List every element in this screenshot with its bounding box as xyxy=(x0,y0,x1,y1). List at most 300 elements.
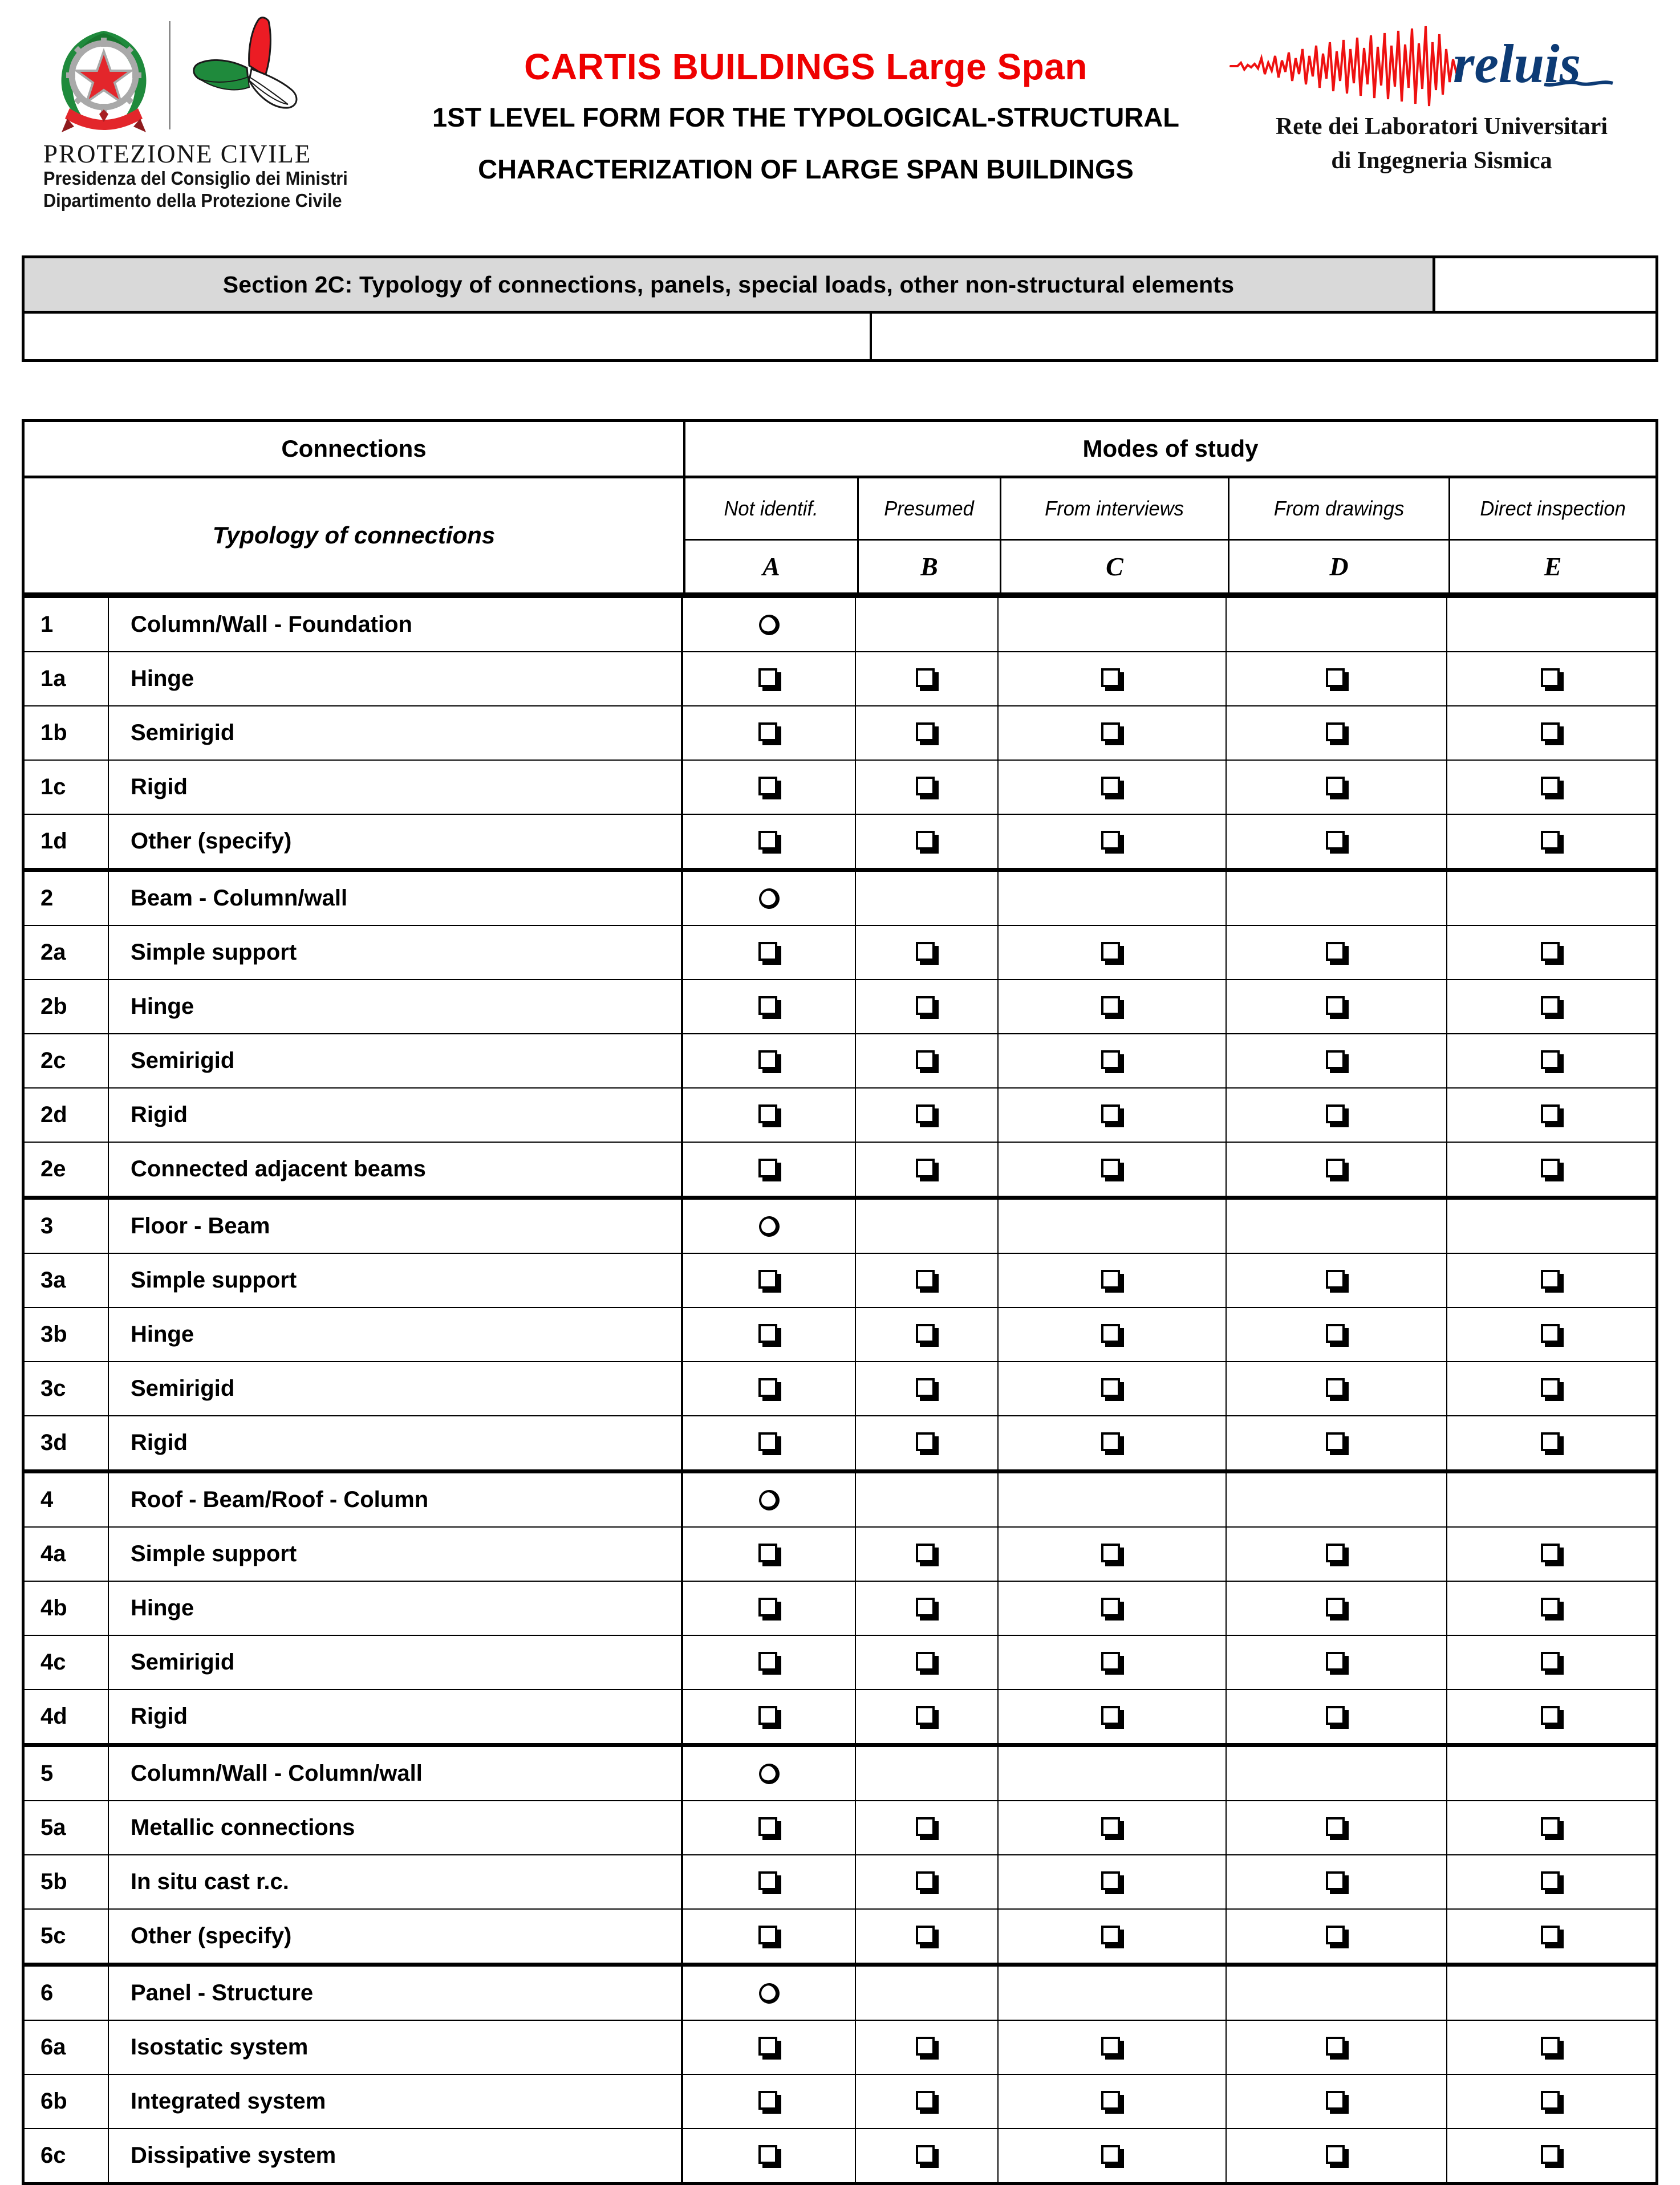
checkbox-icon[interactable] xyxy=(758,1270,777,1289)
checkbox-cell-d[interactable] xyxy=(1225,1034,1446,1087)
checkbox-cell-a[interactable] xyxy=(683,1362,855,1415)
mode-header-a xyxy=(685,478,857,539)
checkbox-icon[interactable] xyxy=(1101,1378,1120,1397)
checkbox-icon[interactable] xyxy=(758,2037,777,2056)
checkbox-icon[interactable] xyxy=(916,2091,935,2110)
checkbox-cell-d[interactable] xyxy=(1225,980,1446,1033)
form-titles xyxy=(387,14,1225,190)
checkbox-cell-e[interactable] xyxy=(1446,1254,1655,1307)
row-label-cell xyxy=(109,926,683,979)
checkbox-icon[interactable] xyxy=(1541,1652,1560,1671)
checkbox-cell-d[interactable] xyxy=(1225,2021,1446,2074)
row-label: Dissipative system xyxy=(131,2143,336,2168)
checkbox-icon[interactable] xyxy=(1101,1926,1120,1944)
checkbox-cell-e[interactable] xyxy=(1446,2129,1655,2182)
row-group-marker-cell[interactable] xyxy=(683,1967,855,2020)
checkbox-icon[interactable] xyxy=(1326,1706,1345,1725)
checkbox-icon[interactable] xyxy=(1101,996,1120,1015)
row-id: 1a xyxy=(40,666,66,691)
checkbox-icon[interactable] xyxy=(758,996,777,1015)
checkbox-icon[interactable] xyxy=(1101,1544,1120,1562)
circle-icon[interactable] xyxy=(756,612,782,637)
checkbox-icon[interactable] xyxy=(1326,2145,1345,2164)
checkbox-cell-e[interactable] xyxy=(1446,1143,1655,1196)
checkbox-icon[interactable] xyxy=(1541,996,1560,1015)
checkbox-icon[interactable] xyxy=(758,1378,777,1397)
checkbox-icon[interactable] xyxy=(758,1104,777,1123)
table-row xyxy=(25,706,1655,761)
checkbox-cell-c[interactable] xyxy=(997,1690,1225,1743)
checkbox-cell-e[interactable] xyxy=(1446,1910,1655,1963)
checkbox-cell-c[interactable] xyxy=(997,706,1225,760)
row-label: Other (specify) xyxy=(131,828,292,854)
checkbox-cell-b[interactable] xyxy=(855,1143,997,1196)
checkbox-icon[interactable] xyxy=(1326,1871,1345,1890)
checkbox-cell-d[interactable] xyxy=(1225,2075,1446,2128)
checkbox-cell-e[interactable] xyxy=(1446,2075,1655,2128)
checkbox-cell-c[interactable] xyxy=(997,1362,1225,1415)
checkbox-icon[interactable] xyxy=(758,2091,777,2110)
checkbox-cell-e[interactable] xyxy=(1446,1308,1655,1361)
checkbox-icon[interactable] xyxy=(1101,1159,1120,1177)
checkbox-cell-e[interactable] xyxy=(1446,1690,1655,1743)
row-group-marker-cell[interactable] xyxy=(683,1200,855,1253)
checkbox-cell-a[interactable] xyxy=(683,1143,855,1196)
mode-header-b xyxy=(857,478,1000,539)
circle-icon[interactable] xyxy=(756,1487,782,1513)
checkbox-icon[interactable] xyxy=(1101,831,1120,850)
checkbox-cell-a[interactable] xyxy=(683,1254,855,1307)
checkbox-cell-e[interactable] xyxy=(1446,761,1655,814)
checkbox-icon[interactable] xyxy=(1101,1324,1120,1343)
checkbox-icon[interactable] xyxy=(1101,1104,1120,1123)
checkbox-icon[interactable] xyxy=(916,2037,935,2056)
checkbox-icon[interactable] xyxy=(1541,1871,1560,1890)
checkbox-icon[interactable] xyxy=(916,1270,935,1289)
row-id-cell xyxy=(25,1636,109,1689)
row-label: Simple support xyxy=(131,1541,297,1566)
row-label: Column/Wall - Foundation xyxy=(131,612,412,637)
checkbox-cell-c[interactable] xyxy=(997,1636,1225,1689)
checkbox-cell-a[interactable] xyxy=(683,1308,855,1361)
checkbox-icon[interactable] xyxy=(1541,1378,1560,1397)
checkbox-cell-a[interactable] xyxy=(683,1528,855,1581)
checkbox-icon[interactable] xyxy=(1326,831,1345,850)
checkbox-cell-c[interactable] xyxy=(997,761,1225,814)
checkbox-icon[interactable] xyxy=(1101,1706,1120,1725)
header-modes-columns xyxy=(685,478,1655,592)
checkbox-cell-e[interactable] xyxy=(1446,815,1655,868)
checkbox-cell-b[interactable] xyxy=(855,761,997,814)
checkbox-cell-c[interactable] xyxy=(997,2075,1225,2128)
checkbox-cell-b[interactable] xyxy=(855,706,997,760)
mode-letter-cell-a xyxy=(685,541,857,592)
row-id: 4d xyxy=(40,1704,67,1729)
checkbox-cell-d[interactable] xyxy=(1225,1089,1446,1142)
checkbox-cell-a[interactable] xyxy=(683,926,855,979)
checkbox-icon[interactable] xyxy=(758,1159,777,1177)
section-code-field[interactable] xyxy=(1435,258,1655,311)
checkbox-cell-a[interactable] xyxy=(683,1416,855,1469)
row-label-cell xyxy=(109,1089,683,1142)
checkbox-icon[interactable] xyxy=(758,1432,777,1451)
row-label: Beam - Column/wall xyxy=(131,886,348,911)
checkbox-cell-b[interactable] xyxy=(855,1801,997,1854)
empty-cell xyxy=(1225,1967,1446,2020)
row-id: 3b xyxy=(40,1322,67,1347)
checkbox-cell-a[interactable] xyxy=(683,1582,855,1635)
pc-caption-line3: Dipartimento della Protezione Civile xyxy=(43,190,342,212)
checkbox-cell-d[interactable] xyxy=(1225,1308,1446,1361)
checkbox-icon[interactable] xyxy=(1541,942,1560,961)
row-id: 6a xyxy=(40,2034,66,2060)
checkbox-cell-c[interactable] xyxy=(997,1528,1225,1581)
checkbox-cell-b[interactable] xyxy=(855,1308,997,1361)
checkbox-cell-a[interactable] xyxy=(683,980,855,1033)
checkbox-cell-e[interactable] xyxy=(1446,1636,1655,1689)
checkbox-icon[interactable] xyxy=(1326,1378,1345,1397)
checkbox-cell-c[interactable] xyxy=(997,2021,1225,2074)
section-title-row xyxy=(25,258,1655,314)
checkbox-cell-e[interactable] xyxy=(1446,1855,1655,1908)
checkbox-cell-d[interactable] xyxy=(1225,1416,1446,1469)
svg-text:reluis: reluis xyxy=(1453,33,1581,94)
checkbox-icon[interactable] xyxy=(1326,996,1345,1015)
checkbox-cell-b[interactable] xyxy=(855,1416,997,1469)
checkbox-cell-b[interactable] xyxy=(855,2129,997,2182)
checkbox-cell-b[interactable] xyxy=(855,1254,997,1307)
checkbox-cell-d[interactable] xyxy=(1225,1528,1446,1581)
checkbox-cell-e[interactable] xyxy=(1446,1089,1655,1142)
checkbox-cell-a[interactable] xyxy=(683,652,855,705)
checkbox-cell-e[interactable] xyxy=(1446,652,1655,705)
checkbox-icon[interactable] xyxy=(1101,1652,1120,1671)
checkbox-cell-e[interactable] xyxy=(1446,1528,1655,1581)
checkbox-icon[interactable] xyxy=(1326,1104,1345,1123)
checkbox-icon[interactable] xyxy=(1326,1324,1345,1343)
checkbox-icon[interactable] xyxy=(1101,2037,1120,2056)
checkbox-icon[interactable] xyxy=(758,2145,777,2164)
checkbox-icon[interactable] xyxy=(1101,1270,1120,1289)
row-label-cell xyxy=(109,1416,683,1469)
table-row xyxy=(25,1143,1655,1197)
checkbox-icon[interactable] xyxy=(916,942,935,961)
row-group-marker-cell[interactable] xyxy=(683,598,855,651)
checkbox-icon[interactable] xyxy=(1326,1598,1345,1617)
row-label: Simple support xyxy=(131,940,297,965)
checkbox-cell-e[interactable] xyxy=(1446,980,1655,1033)
checkbox-icon[interactable] xyxy=(758,668,777,687)
checkbox-icon[interactable] xyxy=(916,1926,935,1944)
checkbox-cell-c[interactable] xyxy=(997,1143,1225,1196)
row-label-cell xyxy=(109,2129,683,2182)
checkbox-icon[interactable] xyxy=(1541,668,1560,687)
checkbox-cell-b[interactable] xyxy=(855,2021,997,2074)
checkbox-cell-b[interactable] xyxy=(855,1855,997,1908)
checkbox-icon[interactable] xyxy=(758,1871,777,1890)
checkbox-icon[interactable] xyxy=(916,1432,935,1451)
checkbox-cell-c[interactable] xyxy=(997,815,1225,868)
checkbox-icon[interactable] xyxy=(1326,1270,1345,1289)
checkbox-cell-c[interactable] xyxy=(997,980,1225,1033)
checkbox-cell-e[interactable] xyxy=(1446,2021,1655,2074)
checkbox-icon[interactable] xyxy=(1541,1598,1560,1617)
checkbox-cell-d[interactable] xyxy=(1225,926,1446,979)
checkbox-cell-a[interactable] xyxy=(683,1855,855,1908)
checkbox-cell-d[interactable] xyxy=(1225,1143,1446,1196)
checkbox-cell-c[interactable] xyxy=(997,1855,1225,1908)
table-row xyxy=(25,926,1655,980)
checkbox-icon[interactable] xyxy=(1541,2091,1560,2110)
checkbox-icon[interactable] xyxy=(916,1378,935,1397)
checkbox-icon[interactable] xyxy=(1101,1050,1120,1069)
checkbox-icon[interactable] xyxy=(916,1544,935,1562)
checkbox-icon[interactable] xyxy=(916,996,935,1015)
checkbox-icon[interactable] xyxy=(758,1817,777,1836)
checkbox-icon[interactable] xyxy=(916,722,935,741)
checkbox-cell-b[interactable] xyxy=(855,1582,997,1635)
circle-icon[interactable] xyxy=(756,1761,782,1786)
checkbox-cell-b[interactable] xyxy=(855,926,997,979)
row-id-cell xyxy=(25,1362,109,1415)
checkbox-icon[interactable] xyxy=(758,1652,777,1671)
table-row xyxy=(25,1690,1655,1744)
checkbox-icon[interactable] xyxy=(758,942,777,961)
checkbox-icon[interactable] xyxy=(1326,1050,1345,1069)
checkbox-icon[interactable] xyxy=(1101,1871,1120,1890)
checkbox-cell-d[interactable] xyxy=(1225,652,1446,705)
checkbox-icon[interactable] xyxy=(916,1598,935,1617)
checkbox-icon[interactable] xyxy=(758,831,777,850)
row-label-cell xyxy=(109,980,683,1033)
checkbox-cell-c[interactable] xyxy=(997,1308,1225,1361)
checkbox-cell-a[interactable] xyxy=(683,761,855,814)
checkbox-icon[interactable] xyxy=(1541,1432,1560,1451)
checkbox-icon[interactable] xyxy=(916,1652,935,1671)
section-input-right[interactable] xyxy=(872,314,1655,359)
checkbox-cell-b[interactable] xyxy=(855,1528,997,1581)
checkbox-cell-c[interactable] xyxy=(997,926,1225,979)
checkbox-cell-c[interactable] xyxy=(997,1254,1225,1307)
checkbox-icon[interactable] xyxy=(1541,1817,1560,1836)
checkbox-cell-e[interactable] xyxy=(1446,1362,1655,1415)
checkbox-cell-b[interactable] xyxy=(855,1690,997,1743)
checkbox-icon[interactable] xyxy=(1101,942,1120,961)
row-label-cell xyxy=(109,706,683,760)
row-group-marker-cell[interactable] xyxy=(683,1473,855,1526)
checkbox-cell-a[interactable] xyxy=(683,1636,855,1689)
checkbox-cell-d[interactable] xyxy=(1225,1690,1446,1743)
checkbox-icon[interactable] xyxy=(1326,2037,1345,2056)
checkbox-icon[interactable] xyxy=(758,1706,777,1725)
checkbox-icon[interactable] xyxy=(1541,2037,1560,2056)
checkbox-cell-d[interactable] xyxy=(1225,706,1446,760)
checkbox-icon[interactable] xyxy=(1101,2145,1120,2164)
checkbox-icon[interactable] xyxy=(1541,1324,1560,1343)
checkbox-cell-a[interactable] xyxy=(683,706,855,760)
checkbox-cell-a[interactable] xyxy=(683,2075,855,2128)
checkbox-icon[interactable] xyxy=(1326,1817,1345,1836)
checkbox-icon[interactable] xyxy=(916,2145,935,2164)
mode-name-e: Direct inspection xyxy=(1480,497,1626,521)
checkbox-icon[interactable] xyxy=(1101,668,1120,687)
checkbox-cell-d[interactable] xyxy=(1225,815,1446,868)
checkbox-cell-e[interactable] xyxy=(1446,1582,1655,1635)
row-label: Other (specify) xyxy=(131,1923,292,1948)
checkbox-icon[interactable] xyxy=(1101,777,1120,795)
checkbox-cell-a[interactable] xyxy=(683,1801,855,1854)
checkbox-icon[interactable] xyxy=(1541,2145,1560,2164)
checkbox-cell-d[interactable] xyxy=(1225,1910,1446,1963)
checkbox-icon[interactable] xyxy=(1101,722,1120,741)
checkbox-icon[interactable] xyxy=(1541,1050,1560,1069)
row-group-marker-cell[interactable] xyxy=(683,872,855,925)
checkbox-icon[interactable] xyxy=(1541,1104,1560,1123)
checkbox-cell-c[interactable] xyxy=(997,1582,1225,1635)
checkbox-cell-c[interactable] xyxy=(997,652,1225,705)
empty-cell xyxy=(1225,598,1446,651)
checkbox-cell-b[interactable] xyxy=(855,1034,997,1087)
checkbox-cell-a[interactable] xyxy=(683,1034,855,1087)
row-label-cell xyxy=(109,815,683,868)
row-group-marker-cell[interactable] xyxy=(683,1747,855,1800)
checkbox-cell-c[interactable] xyxy=(997,1910,1225,1963)
checkbox-icon[interactable] xyxy=(1326,668,1345,687)
checkbox-cell-a[interactable] xyxy=(683,2021,855,2074)
checkbox-cell-c[interactable] xyxy=(997,1034,1225,1087)
checkbox-icon[interactable] xyxy=(1101,1432,1120,1451)
row-id: 2c xyxy=(40,1048,66,1073)
checkbox-cell-d[interactable] xyxy=(1225,1362,1446,1415)
checkbox-cell-e[interactable] xyxy=(1446,926,1655,979)
checkbox-icon[interactable] xyxy=(1326,1926,1345,1944)
row-label-cell xyxy=(109,1747,683,1800)
checkbox-icon[interactable] xyxy=(1326,1544,1345,1562)
row-id: 2d xyxy=(40,1102,67,1127)
checkbox-cell-c[interactable] xyxy=(997,1416,1225,1469)
checkbox-cell-e[interactable] xyxy=(1446,706,1655,760)
checkbox-icon[interactable] xyxy=(1101,1598,1120,1617)
row-label-cell xyxy=(109,1528,683,1581)
checkbox-cell-d[interactable] xyxy=(1225,1855,1446,1908)
row-id: 1d xyxy=(40,828,67,854)
checkbox-cell-d[interactable] xyxy=(1225,2129,1446,2182)
checkbox-cell-e[interactable] xyxy=(1446,1801,1655,1854)
mode-letter-cell-c xyxy=(1000,541,1228,592)
circle-icon[interactable] xyxy=(756,1980,782,2006)
checkbox-icon[interactable] xyxy=(1541,831,1560,850)
row-label: Semirigid xyxy=(131,720,235,745)
checkbox-icon[interactable] xyxy=(1326,1432,1345,1451)
checkbox-cell-b[interactable] xyxy=(855,1910,997,1963)
checkbox-cell-d[interactable] xyxy=(1225,1636,1446,1689)
checkbox-icon[interactable] xyxy=(1326,1159,1345,1177)
checkbox-icon[interactable] xyxy=(1541,1706,1560,1725)
checkbox-icon[interactable] xyxy=(1541,1270,1560,1289)
empty-cell xyxy=(1446,1200,1655,1253)
checkbox-cell-a[interactable] xyxy=(683,1089,855,1142)
row-label: Roof - Beam/Roof - Column xyxy=(131,1487,429,1512)
checkbox-icon[interactable] xyxy=(916,831,935,850)
checkbox-cell-a[interactable] xyxy=(683,1910,855,1963)
checkbox-icon[interactable] xyxy=(1541,722,1560,741)
checkbox-icon[interactable] xyxy=(758,1324,777,1343)
checkbox-icon[interactable] xyxy=(1326,1652,1345,1671)
checkbox-cell-a[interactable] xyxy=(683,2129,855,2182)
circle-icon[interactable] xyxy=(756,886,782,911)
header-connections-cell xyxy=(25,422,685,476)
checkbox-icon[interactable] xyxy=(916,1104,935,1123)
checkbox-icon[interactable] xyxy=(1541,777,1560,795)
checkbox-icon[interactable] xyxy=(916,1817,935,1836)
checkbox-icon[interactable] xyxy=(758,1926,777,1944)
checkbox-icon[interactable] xyxy=(1326,722,1345,741)
checkbox-icon[interactable] xyxy=(1326,777,1345,795)
checkbox-icon[interactable] xyxy=(916,1706,935,1725)
checkbox-cell-c[interactable] xyxy=(997,2129,1225,2182)
checkbox-cell-c[interactable] xyxy=(997,1089,1225,1142)
checkbox-cell-c[interactable] xyxy=(997,1801,1225,1854)
checkbox-icon[interactable] xyxy=(916,1159,935,1177)
checkbox-cell-d[interactable] xyxy=(1225,761,1446,814)
checkbox-icon[interactable] xyxy=(1101,2091,1120,2110)
checkbox-icon[interactable] xyxy=(916,668,935,687)
checkbox-icon[interactable] xyxy=(916,1050,935,1069)
checkbox-cell-b[interactable] xyxy=(855,1636,997,1689)
header-typology-label: Typology of connections xyxy=(212,522,496,549)
checkbox-cell-d[interactable] xyxy=(1225,1801,1446,1854)
pc-caption-line1: PROTEZIONE CIVILE xyxy=(43,140,312,168)
checkbox-cell-b[interactable] xyxy=(855,652,997,705)
row-id: 4a xyxy=(40,1541,66,1566)
circle-icon[interactable] xyxy=(756,1213,782,1239)
checkbox-icon[interactable] xyxy=(1541,1159,1560,1177)
checkbox-icon[interactable] xyxy=(1541,1544,1560,1562)
row-label: Integrated system xyxy=(131,2089,326,2114)
checkbox-icon[interactable] xyxy=(1101,1817,1120,1836)
checkbox-icon[interactable] xyxy=(758,1050,777,1069)
checkbox-icon[interactable] xyxy=(758,1544,777,1562)
checkbox-cell-b[interactable] xyxy=(855,980,997,1033)
section-input-left[interactable] xyxy=(25,314,872,359)
empty-cell xyxy=(997,1747,1225,1800)
checkbox-icon[interactable] xyxy=(1541,1926,1560,1944)
checkbox-icon[interactable] xyxy=(758,722,777,741)
checkbox-icon[interactable] xyxy=(1326,2091,1345,2110)
checkbox-icon[interactable] xyxy=(758,777,777,795)
checkbox-cell-d[interactable] xyxy=(1225,1254,1446,1307)
table-row xyxy=(25,1528,1655,1582)
checkbox-cell-a[interactable] xyxy=(683,815,855,868)
mode-letter-cell-e xyxy=(1448,541,1655,592)
checkbox-cell-b[interactable] xyxy=(855,815,997,868)
row-label: Panel - Structure xyxy=(131,1980,314,2005)
checkbox-cell-e[interactable] xyxy=(1446,1416,1655,1469)
row-id-cell xyxy=(25,1855,109,1908)
checkbox-cell-b[interactable] xyxy=(855,2075,997,2128)
checkbox-cell-d[interactable] xyxy=(1225,1582,1446,1635)
checkbox-icon[interactable] xyxy=(916,777,935,795)
checkbox-icon[interactable] xyxy=(916,1324,935,1343)
table-row xyxy=(25,1254,1655,1308)
checkbox-cell-b[interactable] xyxy=(855,1089,997,1142)
checkbox-icon[interactable] xyxy=(1326,942,1345,961)
checkbox-cell-e[interactable] xyxy=(1446,1034,1655,1087)
checkbox-cell-a[interactable] xyxy=(683,1690,855,1743)
checkbox-icon[interactable] xyxy=(916,1871,935,1890)
checkbox-cell-b[interactable] xyxy=(855,1362,997,1415)
checkbox-icon[interactable] xyxy=(758,1598,777,1617)
